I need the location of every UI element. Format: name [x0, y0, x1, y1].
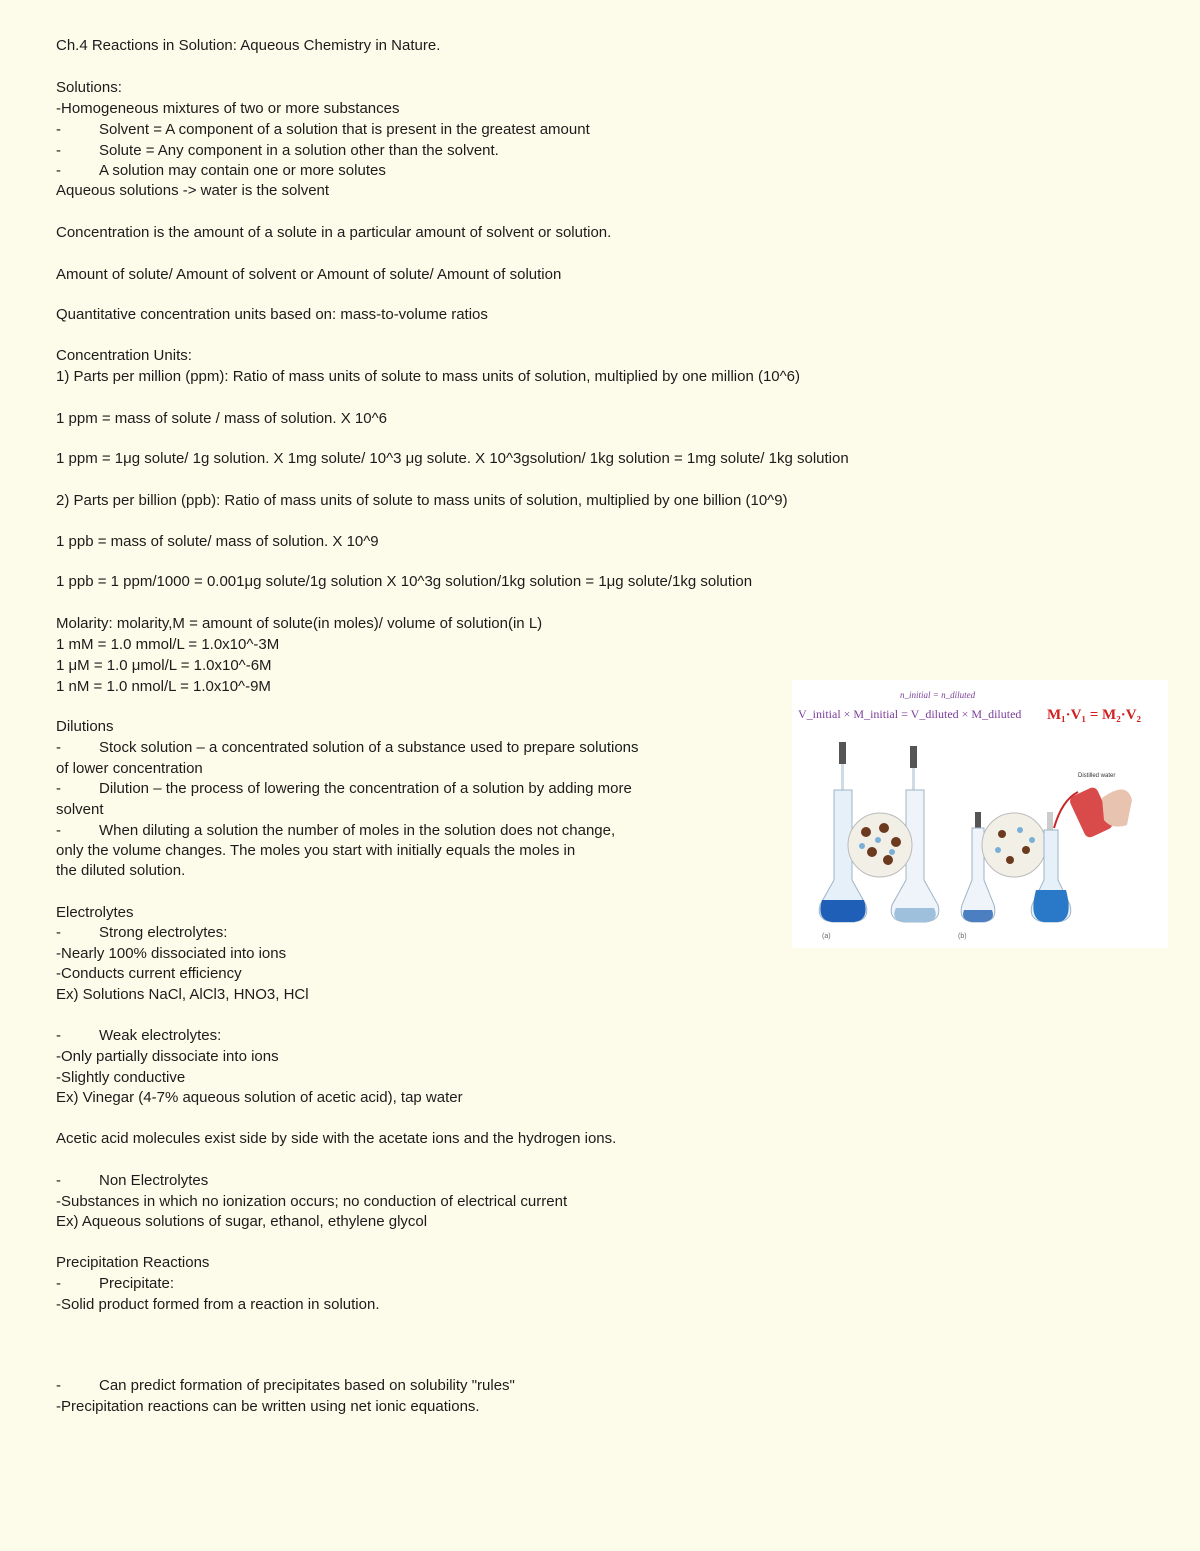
- strong-line-2: -Conducts current efficiency: [56, 965, 242, 982]
- molarity-nM: 1 nM = 1.0 nmol/L = 1.0x10^-9M: [56, 678, 271, 695]
- diluting-moles-cont-1: only the volume changes. The moles you start with initially equals the moles in: [56, 842, 576, 859]
- quantitative-units: Quantitative concentration units based on: mass-to-volume ratios: [56, 306, 488, 323]
- ppm-equation-2: 1 ppm = 1μg solute/ 1g solution. X 1mg solute/ 10^3 μg solute. X 10^3gsolution/ 1kg solution = 1mg solute/ 1kg solution: [56, 450, 849, 467]
- bullet-weak-electrolytes: - Weak electrolytes:: [56, 1027, 222, 1044]
- aqueous-solutions-line: Aqueous solutions -> water is the solvent: [56, 182, 330, 199]
- ppm-equation-1: 1 ppm = mass of solute / mass of solution. X 10^6: [56, 410, 387, 427]
- dilution-illustration: [792, 680, 1168, 948]
- concentration-definition: Concentration is the amount of a solute in a particular amount of solvent or solution.: [56, 224, 612, 241]
- acetic-acid-line: Acetic acid molecules exist side by side with the acetate ions and the hydrogen ions.: [56, 1130, 617, 1147]
- bullet-solute: - Solute = Any component in a solution other than the solvent.: [56, 142, 499, 159]
- bullet-precipitate: - Precipitate:: [56, 1275, 175, 1292]
- weak-line-1: -Only partially dissociate into ions: [56, 1048, 279, 1065]
- net-ionic-line: -Precipitation reactions can be written using net ionic equations.: [56, 1398, 480, 1415]
- bullet-non-electrolytes: - Non Electrolytes: [56, 1172, 209, 1189]
- non-example: Ex) Aqueous solutions of sugar, ethanol, ethylene glycol: [56, 1213, 428, 1230]
- concentration-ratio: Amount of solute/ Amount of solvent or Amount of solute/ Amount of solution: [56, 266, 562, 283]
- bullet-solvent: - Solvent = A component of a solution that is present in the greatest amount: [56, 121, 590, 138]
- dilution-equation: V_initial × M_initial = V_diluted × M_diluted: [798, 707, 1022, 721]
- distilled-water-label: Distilled water: [1078, 773, 1116, 779]
- precipitation-heading: Precipitation Reactions: [56, 1254, 210, 1271]
- wash-bottle: [1054, 773, 1132, 839]
- bullet-stock-solution: - Stock solution – a concentrated solution of a substance used to prepare solutions: [56, 739, 639, 756]
- ppb-equation-1: 1 ppb = mass of solute/ mass of solution. X 10^9: [56, 533, 379, 550]
- solutions-heading: Solutions:: [56, 79, 122, 96]
- strong-line-1: -Nearly 100% dissociated into ions: [56, 945, 287, 962]
- moles-equation: n_initial = n_diluted: [900, 690, 976, 700]
- ppb-definition: 2) Parts per billion (ppb): Ratio of mass units of solute to mass units of solution, multiplied by one billion (10^9): [56, 492, 788, 509]
- label-a: (a): [822, 933, 831, 940]
- ppm-definition: 1) Parts per million (ppm): Ratio of mass units of solute to mass units of solution, multiplied by one million (10^6): [56, 368, 801, 385]
- strong-example: Ex) Solutions NaCl, AlCl3, HNO3, HCl: [56, 986, 309, 1003]
- molarity-uM: 1 μM = 1.0 μmol/L = 1.0x10^-6M: [56, 657, 272, 674]
- molarity-mM: 1 mM = 1.0 mmol/L = 1.0x10^-3M: [56, 636, 280, 653]
- bullet-predict-precipitates: - Can predict formation of precipitates based on solubility "rules": [56, 1377, 515, 1394]
- label-b: (b): [958, 933, 967, 940]
- electrolytes-heading: Electrolytes: [56, 904, 134, 921]
- bullet-diluting-moles: - When diluting a solution the number of moles in the solution does not change,: [56, 822, 616, 839]
- magnified-view-diluted: [982, 813, 1046, 877]
- non-line-1: -Substances in which no ionization occurs; no conduction of electrical current: [56, 1193, 568, 1210]
- units-heading: Concentration Units:: [56, 347, 192, 364]
- dilutions-heading: Dilutions: [56, 718, 114, 735]
- document-title: Ch.4 Reactions in Solution: Aqueous Chemistry in Nature.: [56, 37, 441, 54]
- solutions-definition: -Homogeneous mixtures of two or more substances: [56, 100, 400, 117]
- bullet-multiple-solutes: - A solution may contain one or more solutes: [56, 162, 386, 179]
- ppb-equation-2: 1 ppb = 1 ppm/1000 = 0.001μg solute/1g solution X 10^3g solution/1kg solution = 1μg solute/1kg solution: [56, 573, 753, 590]
- dilution-figure: [792, 680, 1168, 948]
- weak-example: Ex) Vinegar (4-7% aqueous solution of acetic acid), tap water: [56, 1089, 463, 1106]
- bullet-dilution: - Dilution – the process of lowering the concentration of a solution by adding more: [56, 780, 632, 797]
- molarity-definition: Molarity: molarity,M = amount of solute(in moles)/ volume of solution(in L): [56, 615, 543, 632]
- dilution-cont: solvent: [56, 801, 104, 818]
- m1v1-equation: M₁·V₁ = M₂·V₂: [1047, 707, 1142, 723]
- bullet-strong-electrolytes: - Strong electrolytes:: [56, 924, 228, 941]
- magnified-view-concentrated: [848, 813, 912, 877]
- stock-solution-cont: of lower concentration: [56, 760, 203, 777]
- weak-line-2: -Slightly conductive: [56, 1069, 186, 1086]
- diluting-moles-cont-2: the diluted solution.: [56, 862, 186, 879]
- precipitate-definition: -Solid product formed from a reaction in solution.: [56, 1296, 380, 1313]
